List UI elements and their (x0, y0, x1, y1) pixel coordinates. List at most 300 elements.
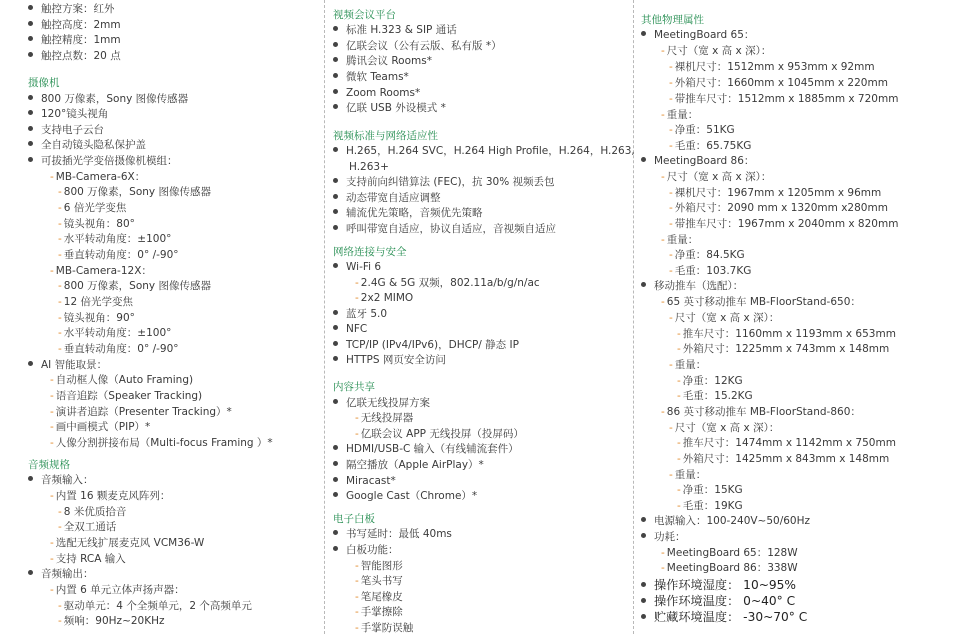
spec-bullet-item (333, 54, 432, 69)
spec-item-text: NFC (346, 323, 368, 335)
spec-sub-item (669, 201, 888, 216)
spec-sub-item (355, 276, 540, 291)
bullet-dot-icon (333, 57, 338, 62)
dash-marker-icon: - (50, 390, 54, 402)
section-heading (333, 245, 407, 260)
bullet-dot-icon (333, 492, 338, 497)
dash-marker-icon: - (58, 218, 62, 230)
spec-sub-item (355, 605, 403, 620)
spec-bullet-item (641, 279, 743, 294)
spec-sub-item-text: 2x2 MIMO (360, 292, 414, 304)
dash-marker-icon: - (677, 453, 681, 465)
bullet-dot-icon (28, 52, 33, 57)
spec-item-text: 书写延时：最低 40ms (346, 528, 452, 540)
spec-sub-item-text: 笔尾橡皮 (360, 591, 403, 603)
spec-sub-item (58, 232, 171, 247)
spec-sub-item (661, 546, 798, 561)
spec-sub-item-text: 800 万像素，Sony 图像传感器 (63, 280, 211, 292)
spec-item-text: 腾讯会议 Rooms* (346, 55, 432, 67)
spec-bullet-item (333, 39, 502, 54)
spec-bullet-item (333, 101, 446, 116)
bullet-dot-icon (333, 325, 338, 330)
spec-sub-item (58, 342, 179, 357)
spec-sub-item (58, 185, 211, 200)
spec-sub-item (50, 552, 126, 567)
spec-sub-item-text: 800 万像素，Sony 图像传感器 (63, 186, 211, 198)
spec-sub-item (50, 264, 152, 279)
spec-sub-item-text: 净重：84.5KG (674, 249, 745, 261)
bullet-dot-icon (28, 157, 33, 162)
spec-sub-item-text: 垂直转动角度：0° /-90° (63, 249, 179, 261)
spec-sub-item (677, 452, 889, 467)
spec-item-text: 呼叫带宽自适应，协议自适应，音视频自适应 (346, 223, 556, 235)
dash-marker-icon: - (50, 406, 54, 418)
spec-sub-item (669, 311, 779, 326)
spec-sub-item-text: 镜头视角：80° (63, 218, 135, 230)
dash-marker-icon: - (669, 124, 673, 136)
dash-marker-icon: - (58, 202, 62, 214)
spec-bullet-item (28, 92, 188, 107)
spec-sub-item-text: 86 英寸移动推车 MB-FloorStand-860： (666, 406, 861, 418)
spec-sub-item (50, 405, 232, 420)
spec-bullet-item (641, 610, 807, 625)
spec-sub-item-text: 水平转动角度：±100° (63, 327, 172, 339)
spec-sub-item-text: 垂直转动角度：0° /-90° (63, 343, 179, 355)
section-heading-text: 视频会议平台 (333, 9, 396, 21)
spec-sub-item (58, 505, 126, 520)
spec-sub-item-text: 智能图形 (360, 560, 403, 572)
spec-sub-item (669, 248, 745, 263)
dash-marker-icon: - (669, 61, 673, 73)
spec-sub-item (50, 436, 273, 451)
spec-item-text: MeetingBoard 86： (654, 155, 755, 167)
spec-sub-item (669, 264, 751, 279)
dash-marker-icon: - (58, 600, 62, 612)
dash-marker-icon: - (58, 615, 62, 627)
spec-sub-item (661, 561, 798, 576)
spec-item-text: 音频输出： (41, 568, 94, 580)
spec-bullet-item (333, 222, 556, 237)
spec-sub-item-text: MB-Camera-6X： (55, 171, 146, 183)
bullet-dot-icon (641, 157, 646, 162)
spec-sub-item-text: 裸机尺寸：1512mm x 953mm x 92mm (674, 61, 875, 73)
spec-sub-item-text: 笔头书写 (360, 575, 403, 587)
bullet-dot-icon (333, 341, 338, 346)
spec-item-text: MeetingBoard 65： (654, 29, 755, 41)
spec-item-text: 800 万像素，Sony 图像传感器 (41, 93, 189, 105)
spec-bullet-item (333, 307, 387, 322)
spec-item-text: 操作环境湿度： 10~95% (654, 578, 796, 592)
spec-bullet-item (333, 474, 396, 489)
dash-marker-icon: - (58, 296, 62, 308)
bullet-dot-icon (28, 126, 33, 131)
bullet-dot-icon (28, 95, 33, 100)
dash-marker-icon: - (669, 469, 673, 481)
dash-marker-icon: - (355, 591, 359, 603)
spec-sub-item-text: 自动框人像（Auto Framing) (55, 374, 194, 386)
dash-marker-icon: - (355, 412, 359, 424)
bullet-dot-icon (641, 517, 646, 522)
spec-sub-item-text: 全双工通话 (63, 521, 117, 533)
dash-marker-icon: - (661, 547, 665, 559)
spec-bullet-item (333, 175, 555, 190)
bullet-dot-icon (641, 533, 646, 538)
dash-marker-icon: - (50, 421, 54, 433)
spec-sub-item-text: MB-Camera-12X： (55, 265, 152, 277)
dash-marker-icon: - (58, 343, 62, 355)
bullet-dot-icon (333, 26, 338, 31)
spec-item-text: 操作环境温度： 0~40° C (654, 594, 796, 608)
dash-marker-icon: - (58, 186, 62, 198)
dash-marker-icon: - (677, 437, 681, 449)
spec-bullet-item (28, 567, 94, 582)
spec-sub-item (661, 233, 698, 248)
spec-bullet-item (28, 138, 146, 153)
spec-item-text: 隔空播放（Apple AirPlay）* (346, 459, 484, 471)
spec-sub-item (669, 76, 888, 91)
spec-sub-item-text: 尺寸（宽 x 高 x 深）： (666, 171, 772, 183)
dash-marker-icon: - (50, 265, 54, 277)
dash-marker-icon: - (58, 233, 62, 245)
spec-bullet-item (641, 514, 810, 529)
section-heading-text: 摄像机 (28, 77, 60, 89)
dash-marker-icon: - (677, 375, 681, 387)
spec-bullet-item (333, 458, 484, 473)
bullet-dot-icon (333, 104, 338, 109)
dash-marker-icon: - (669, 359, 673, 371)
spec-item-text: Wi-Fi 6 (346, 261, 382, 273)
bullet-dot-icon (28, 141, 33, 146)
bullet-dot-icon (641, 31, 646, 36)
bullet-dot-icon (641, 282, 646, 287)
spec-item-text: 标准 H.323 & SIP 通话 (346, 24, 457, 36)
bullet-dot-icon (333, 461, 338, 466)
spec-sub-item (58, 295, 133, 310)
dash-marker-icon: - (50, 374, 54, 386)
spec-bullet-item (641, 578, 796, 593)
spec-sub-item-text: 净重：12KG (682, 375, 743, 387)
spec-sub-item-text: 8 米优质拾音 (63, 506, 127, 518)
spec-sub-item (355, 411, 413, 426)
spec-sub-item-text: 净重：15KG (682, 484, 743, 496)
dash-marker-icon: - (58, 280, 62, 292)
dash-marker-icon: - (355, 606, 359, 618)
section-heading-text: 音频规格 (28, 459, 70, 471)
spec-sub-item-text: 驱动单元：4 个全频单元，2 个高频单元 (63, 600, 252, 612)
section-heading (333, 129, 438, 144)
spec-sub-item-text: 重量： (674, 469, 707, 481)
spec-continuation (349, 160, 389, 175)
dash-marker-icon: - (355, 292, 359, 304)
spec-sub-item (677, 436, 896, 451)
spec-bullet-item (28, 18, 121, 33)
spec-sub-item (50, 170, 145, 185)
dash-marker-icon: - (50, 437, 54, 449)
spec-bullet-item (333, 338, 519, 353)
spec-sub-item (661, 170, 771, 185)
dash-marker-icon: - (661, 171, 665, 183)
bullet-dot-icon (333, 263, 338, 268)
spec-bullet-item (333, 442, 519, 457)
dash-marker-icon: - (58, 506, 62, 518)
bullet-dot-icon (28, 570, 33, 575)
spec-sub-item (677, 342, 889, 357)
spec-sub-item-text: 2.4G & 5G 双频，802.11a/b/g/n/ac (360, 277, 540, 289)
spec-sub-item (58, 201, 126, 216)
bullet-dot-icon (333, 42, 338, 47)
dash-marker-icon: - (677, 328, 681, 340)
bullet-dot-icon (641, 598, 646, 603)
spec-sub-item (50, 389, 202, 404)
spec-item-text: 亿联会议（公有云版、私有版 *） (346, 40, 502, 52)
section-heading-text: 网络连接与安全 (333, 246, 407, 258)
spec-bullet-item (333, 322, 367, 337)
bullet-dot-icon (333, 310, 338, 315)
section-heading (641, 13, 704, 28)
bullet-dot-icon (28, 5, 33, 10)
dash-marker-icon: - (669, 187, 673, 199)
bullet-dot-icon (28, 110, 33, 115)
spec-bullet-item (333, 396, 430, 411)
dash-marker-icon: - (669, 77, 673, 89)
spec-sub-item-text: 选配无线扩展麦克风 VCM36-W (55, 537, 205, 549)
spec-sub-item-text: 频响：90Hz~20KHz (63, 615, 165, 627)
bullet-dot-icon (333, 356, 338, 361)
dash-marker-icon: - (58, 249, 62, 261)
spec-sub-item-text: MeetingBoard 86：338W (666, 562, 798, 574)
spec-sub-item-text: 演讲者追踪（Presenter Tracking）* (55, 406, 232, 418)
bullet-dot-icon (333, 147, 338, 152)
spec-sub-item (669, 358, 706, 373)
spec-sub-item (58, 279, 211, 294)
spec-item-text: 电源输入：100-240V~50/60Hz (654, 515, 811, 527)
spec-sub-item-text: 6 倍光学变焦 (63, 202, 127, 214)
dash-marker-icon: - (50, 171, 54, 183)
section-heading-text: 电子白板 (333, 513, 375, 525)
spec-sub-item (669, 139, 751, 154)
dash-marker-icon: - (669, 249, 673, 261)
bullet-dot-icon (333, 546, 338, 551)
spec-item-text: 白板功能： (346, 544, 399, 556)
dash-marker-icon: - (661, 296, 665, 308)
spec-item-text: 支持电子云台 (41, 124, 104, 136)
spec-sub-item (355, 590, 403, 605)
dash-marker-icon: - (355, 560, 359, 572)
dash-marker-icon: - (677, 390, 681, 402)
spec-sub-item-text: 推车尺寸：1160mm x 1193mm x 653mm (682, 328, 896, 340)
spec-sub-item (677, 327, 896, 342)
spec-bullet-item (28, 33, 121, 48)
spec-item-text: 触控方案：红外 (41, 3, 115, 15)
spec-sub-item-text: 毛重：103.7KG (674, 265, 752, 277)
dash-marker-icon: - (669, 202, 673, 214)
column-divider-1 (324, 0, 325, 634)
section-heading (333, 380, 375, 395)
dash-marker-icon: - (669, 140, 673, 152)
section-heading-text: 其他物理属性 (641, 14, 704, 26)
spec-sub-item (669, 186, 881, 201)
spec-item-text: 全自动镜头隐私保护盖 (41, 139, 146, 151)
spec-item-text: 亿联无线投屏方案 (346, 397, 430, 409)
spec-sub-item-text: 重量： (674, 359, 707, 371)
spec-item-text: 触控点数：20 点 (41, 50, 121, 62)
spec-bullet-item (28, 473, 94, 488)
spec-sub-item-text: 毛重：65.75KG (674, 140, 752, 152)
spec-sub-item (50, 536, 204, 551)
section-heading-text: 视频标准与网络适应性 (333, 130, 438, 142)
spec-bullet-item (28, 2, 115, 17)
spec-sub-item-text: 支持 RCA 输入 (55, 553, 126, 565)
spec-item-text: H.265，H.264 SVC，H.264 High Profile，H.264，H.263, (346, 145, 635, 157)
dash-marker-icon: - (669, 422, 673, 434)
bullet-dot-icon (333, 477, 338, 482)
spec-item-text: 移动推车（选配）： (654, 280, 744, 292)
column-divider-2 (633, 0, 634, 634)
spec-sub-item-text: 外箱尺寸：1225mm x 743mm x 148mm (682, 343, 890, 355)
dash-marker-icon: - (669, 312, 673, 324)
spec-item-text: TCP/IP (IPv4/IPv6)，DHCP/ 静态 IP (346, 339, 519, 351)
spec-sub-item-text: 净重：51KG (674, 124, 735, 136)
spec-bullet-item (641, 594, 795, 609)
spec-item-text: Google Cast（Chrome）* (346, 490, 478, 502)
dash-marker-icon: - (50, 584, 54, 596)
bullet-dot-icon (641, 614, 646, 619)
bullet-dot-icon (333, 89, 338, 94)
spec-item-text: 辅流优先策略，音频优先策略 (346, 207, 483, 219)
spec-sub-item (677, 499, 743, 514)
bullet-dot-icon (333, 73, 338, 78)
section-heading (28, 76, 60, 91)
bullet-dot-icon (333, 399, 338, 404)
spec-sub-item (661, 295, 861, 310)
spec-bullet-item (28, 107, 108, 122)
bullet-dot-icon (28, 21, 33, 26)
spec-sub-item-text: 12 倍光学变焦 (63, 296, 133, 308)
dash-marker-icon: - (355, 622, 359, 634)
spec-sub-item-text: 水平转动角度：±100° (63, 233, 172, 245)
spec-sub-item-text: 人像分割拼接布局（Multi-focus Framing ）* (55, 437, 273, 449)
spec-sub-item (58, 614, 165, 629)
spec-item-text: HDMI/USB-C 输入（有线辅流套件） (346, 443, 519, 455)
spec-item-text: 支持前向纠错算法 (FEC)，抗 30% 视频丢包 (346, 176, 555, 188)
spec-item-text: 微软 Teams* (346, 71, 409, 83)
spec-sub-item-text: 亿联会议 APP 无线投屏（投屏码） (360, 428, 524, 440)
spec-sub-item-text: 65 英寸移动推车 MB-FloorStand-650： (666, 296, 861, 308)
spec-sub-item (669, 60, 875, 75)
dash-marker-icon: - (669, 265, 673, 277)
spec-sub-item-text: 毛重：19KG (682, 500, 743, 512)
spec-sub-item (661, 405, 861, 420)
spec-sub-item (58, 311, 135, 326)
spec-bullet-item (333, 260, 381, 275)
spec-bullet-item (333, 23, 457, 38)
spec-sub-item (355, 574, 403, 589)
spec-sub-item-text: 重量： (666, 109, 699, 121)
dash-marker-icon: - (669, 218, 673, 230)
spec-item-text: 120°镜头视角 (41, 108, 109, 120)
spec-item-text: 动态带宽自适应调整 (346, 192, 441, 204)
spec-item-text: 蓝牙 5.0 (346, 308, 388, 320)
bullet-dot-icon (28, 36, 33, 41)
spec-sub-item-text: 带推车尺寸：1512mm x 1885mm x 720mm (674, 93, 899, 105)
spec-sub-item-text: 重量： (666, 234, 699, 246)
spec-sub-item-text: MeetingBoard 65：128W (666, 547, 798, 559)
spec-sub-item (669, 92, 898, 107)
spec-bullet-item (641, 154, 754, 169)
bullet-dot-icon (333, 225, 338, 230)
spec-bullet-item (28, 154, 178, 169)
spec-bullet-item (28, 49, 121, 64)
spec-item-text: 功耗： (654, 531, 686, 543)
spec-sub-item-text: 毛重：15.2KG (682, 390, 753, 402)
bullet-dot-icon (28, 361, 33, 366)
spec-item-text: 音频输入： (41, 474, 94, 486)
spec-bullet-item (333, 144, 635, 159)
spec-sub-item-text: 语音追踪（Speaker Tracking) (55, 390, 203, 402)
spec-sub-item (58, 217, 135, 232)
bullet-dot-icon (333, 194, 338, 199)
bullet-dot-icon (333, 445, 338, 450)
section-heading (28, 458, 70, 473)
dash-marker-icon: - (661, 234, 665, 246)
spec-sub-item-text: 内置 6 单元立体声扬声器： (55, 584, 185, 596)
spec-sub-item-text: 手掌防误触 (360, 622, 414, 634)
spec-bullet-item (28, 358, 107, 373)
dash-marker-icon: - (355, 428, 359, 440)
spec-bullet-item (333, 206, 483, 221)
spec-sub-item-text: 外箱尺寸：2090 mm x 1320mm x280mm (674, 202, 888, 214)
spec-item-text: Zoom Rooms* (346, 87, 421, 99)
spec-sub-item-text: 裸机尺寸：1967mm x 1205mm x 96mm (674, 187, 882, 199)
spec-sub-item-text: 外箱尺寸：1660mm x 1045mm x 220mm (674, 77, 888, 89)
dash-marker-icon: - (58, 521, 62, 533)
spec-bullet-item (641, 530, 686, 545)
spec-sub-item (669, 421, 779, 436)
dash-marker-icon: - (50, 490, 54, 502)
bullet-dot-icon (28, 476, 33, 481)
dash-marker-icon: - (58, 312, 62, 324)
section-heading (333, 8, 396, 23)
dash-marker-icon: - (677, 500, 681, 512)
dash-marker-icon: - (661, 109, 665, 121)
spec-item-text: 可拔插光学变倍摄像机模组： (41, 155, 178, 167)
spec-item-text: HTTPS 网页安全访问 (346, 354, 446, 366)
spec-item-text: 触控高度：2mm (41, 19, 121, 31)
spec-sub-item (355, 427, 524, 442)
spec-item-text: 亿联 USB 外设模式 * (346, 102, 446, 114)
spec-sub-item (50, 420, 150, 435)
spec-sub-item-text: 外箱尺寸：1425mm x 843mm x 148mm (682, 453, 890, 465)
spec-bullet-item (641, 28, 754, 43)
spec-sub-item (58, 326, 171, 341)
spec-sub-item (58, 599, 252, 614)
spec-sub-item-text: 尺寸（宽 x 高 x 深）： (674, 312, 780, 324)
spec-item-text: 贮藏环境温度： -30~70° C (654, 610, 808, 624)
spec-sub-item-text: 无线投屏器 (360, 412, 414, 424)
dash-marker-icon: - (355, 277, 359, 289)
dash-marker-icon: - (661, 45, 665, 57)
spec-sub-item-text: 镜头视角：90° (63, 312, 135, 324)
spec-continuation-text: H.263+ (349, 161, 389, 173)
spec-sub-item-text: 画中画模式（PIP）* (55, 421, 151, 433)
spec-sub-item (669, 468, 706, 483)
spec-sub-item (669, 123, 735, 138)
spec-bullet-item (333, 70, 409, 85)
dash-marker-icon: - (661, 562, 665, 574)
dash-marker-icon: - (50, 537, 54, 549)
spec-sub-item (50, 373, 193, 388)
spec-bullet-item (333, 527, 452, 542)
